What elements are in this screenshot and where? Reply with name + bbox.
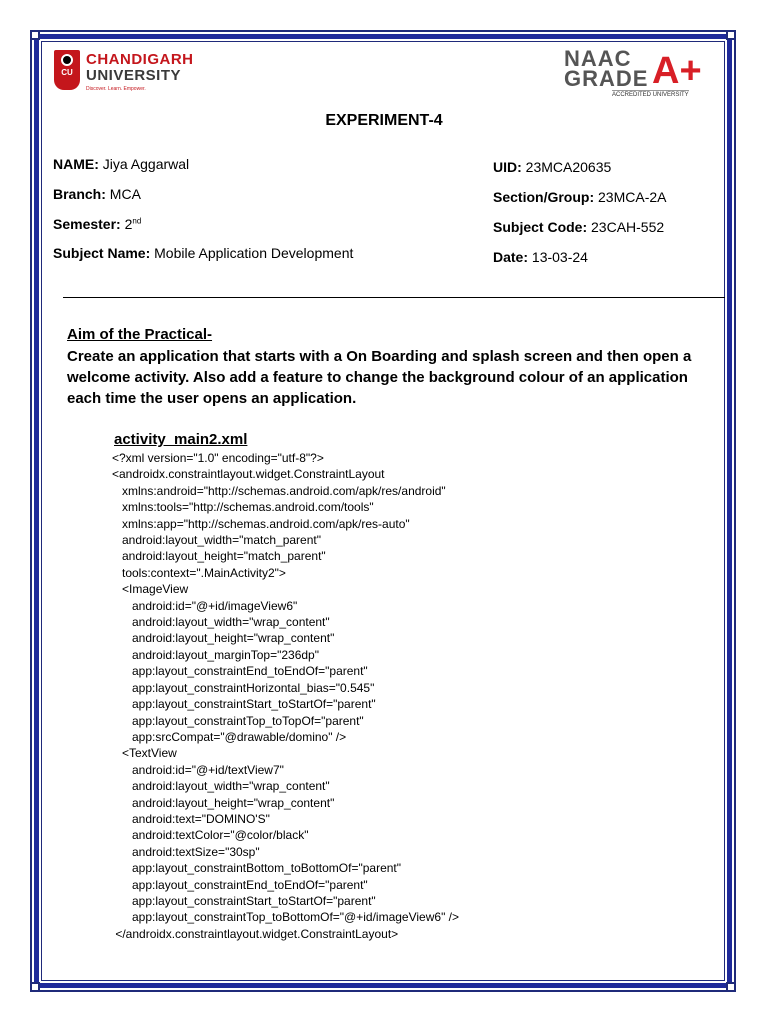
border-corner — [726, 982, 736, 992]
info-value: Mobile Application Development — [154, 245, 354, 261]
page-title: EXPERIMENT-4 — [325, 112, 443, 129]
info-date — [493, 249, 588, 265]
cu-name-line2: UNIVERSITY — [86, 67, 182, 84]
cu-shield-icon: CU — [54, 50, 80, 90]
info-label: Date: — [493, 249, 529, 265]
code-line: app:layout_constraintTop_toTopOf="parent" — [112, 713, 364, 728]
info-label: NAME: — [53, 156, 99, 172]
code-block — [112, 450, 459, 942]
code-line: app:layout_constraintBottom_toBottomOf="parent" — [112, 861, 402, 876]
info-label: Subject Code: — [493, 219, 588, 235]
info-value: 23CAH-552 — [591, 219, 665, 235]
code-line: android:textSize="30sp" — [112, 844, 260, 859]
code-line: </androidx.constraintlayout.widget.ConstraintLayout> — [112, 926, 399, 941]
border-corner — [30, 30, 40, 40]
horizontal-divider — [63, 297, 725, 298]
code-line: android:layout_width="wrap_content" — [112, 779, 330, 794]
code-line: android:textColor="@color/black" — [112, 828, 309, 843]
aim-text: Create an application that starts with a On Boarding and splash screen and then open a welcome activity. Also add a feature to change the background colour of an application each time the user opens an application. — [67, 348, 692, 407]
code-line: android:layout_height="match_parent" — [112, 549, 326, 564]
info-label: Section/Group: — [493, 189, 595, 205]
border-corner — [30, 982, 40, 992]
code-line: android:id="@+id/imageView6" — [112, 598, 298, 613]
code-line: android:text="DOMINO'S" — [112, 811, 270, 826]
info-label: UID: — [493, 159, 522, 175]
code-line: android:layout_height="wrap_content" — [112, 795, 335, 810]
info-section — [493, 189, 666, 205]
naac-grade: A+ — [652, 50, 702, 92]
border-corner — [726, 30, 736, 40]
info-label: Branch: — [53, 186, 106, 202]
code-line: tools:context=".MainActivity2"> — [112, 565, 286, 580]
code-line: app:srcCompat="@drawable/domino" /> — [112, 729, 347, 744]
code-line: <androidx.constraintlayout.widget.ConstraintLayout — [112, 467, 385, 482]
code-line: android:layout_height="wrap_content" — [112, 631, 335, 646]
code-filename: activity_main2.xml — [114, 431, 248, 448]
aim-heading: Aim of the Practical- — [67, 326, 213, 343]
code-line: android:layout_width="wrap_content" — [112, 615, 330, 630]
code-line: xmlns:android="http://schemas.android.com/apk/res/android" — [112, 483, 446, 498]
info-name — [53, 156, 189, 172]
code-line: <TextView — [112, 746, 177, 761]
code-line: app:layout_constraintTop_toBottomOf="@+id/imageView6" /> — [112, 910, 460, 925]
info-value: Jiya Aggarwal — [102, 156, 190, 172]
info-value: 23MCA-2A — [598, 189, 667, 205]
info-label: Semester: — [53, 216, 121, 232]
code-line: <ImageView — [112, 582, 189, 597]
info-value: MCA — [109, 186, 141, 202]
code-line: app:layout_constraintEnd_toEndOf="parent" — [112, 664, 368, 679]
info-sup: nd — [132, 216, 142, 226]
code-line: android:layout_width="match_parent" — [112, 533, 321, 548]
code-line: android:layout_marginTop="236dp" — [112, 647, 319, 662]
code-line: android:id="@+id/textView7" — [112, 762, 284, 777]
cu-tagline: Discover. Learn. Empower. — [86, 86, 146, 92]
info-branch — [53, 186, 141, 202]
info-uid — [493, 159, 611, 175]
code-line: xmlns:tools="http://schemas.android.com/tools" — [112, 500, 374, 515]
naac-subtitle: ACCREDITED UNIVERSITY — [612, 92, 689, 98]
info-value: 23MCA20635 — [525, 159, 612, 175]
code-line: app:layout_constraintStart_toStartOf="parent" — [112, 893, 376, 908]
code-line: app:layout_constraintStart_toStartOf="parent" — [112, 697, 376, 712]
naac-line1: NAAC — [564, 46, 632, 71]
naac-line2: GRADE — [564, 66, 649, 91]
naac-grade-logo — [560, 44, 715, 98]
cu-name-line1: CHANDIGARH — [86, 51, 194, 68]
info-subject-code — [493, 219, 664, 235]
chandigarh-university-logo — [52, 46, 194, 98]
info-semester — [53, 216, 141, 232]
code-line: app:layout_constraintEnd_toEndOf="parent" — [112, 877, 368, 892]
code-line: <?xml version="1.0" encoding="utf-8"?> — [112, 451, 324, 465]
info-value: 2 — [124, 216, 133, 232]
info-value: 13-03-24 — [531, 249, 588, 265]
code-line: xmlns:app="http://schemas.android.com/apk/res-auto" — [112, 516, 410, 531]
info-label: Subject Name: — [53, 245, 151, 261]
code-line: app:layout_constraintHorizontal_bias="0.545" — [112, 680, 375, 695]
info-subject-name — [53, 245, 353, 261]
